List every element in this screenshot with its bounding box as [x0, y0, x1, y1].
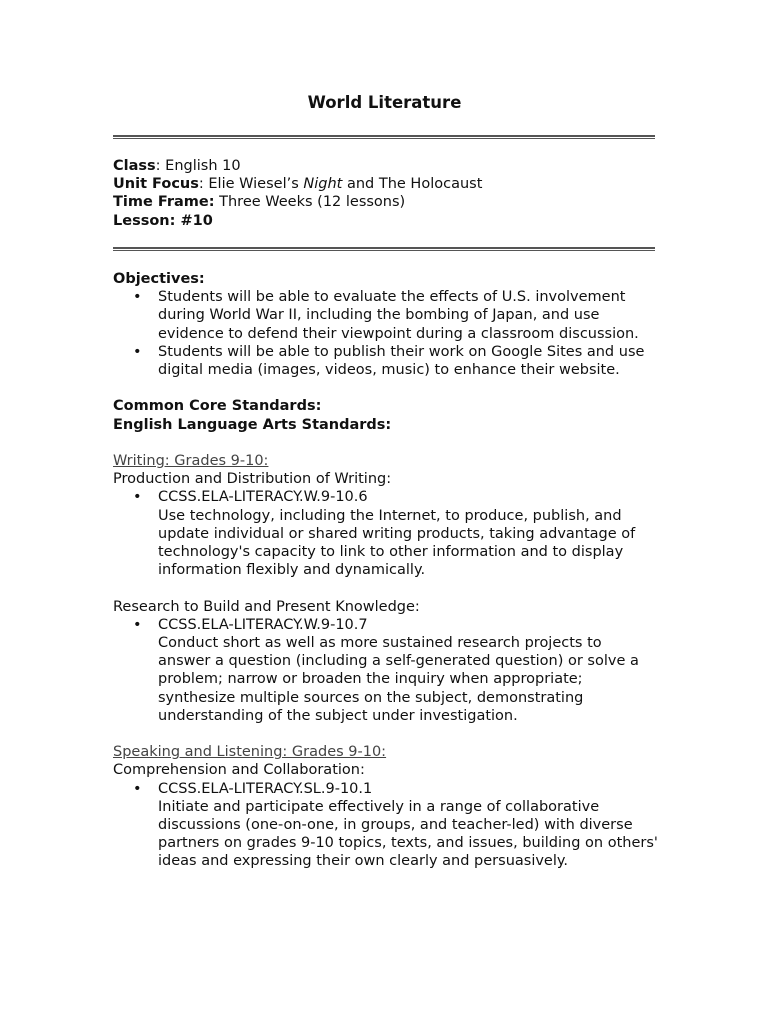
- speaking-subheading: Comprehension and Collaboration:: [113, 762, 365, 779]
- lesson-line: Lesson: #10: [113, 212, 213, 229]
- main-content: [113, 270, 658, 871]
- unit-value-italic: Night: [303, 176, 343, 193]
- objective-text: Students will be able to evaluate the effects of U.S. involvement during World War II, including the bombing of Japan, and use evidence to defend their viewpoint during a classroom discussion.: [158, 289, 639, 342]
- class-label: Class: [113, 158, 156, 174]
- list-item: [113, 288, 658, 343]
- writing-subheading-production: Production and Distribution of Writing:: [113, 471, 392, 488]
- standard-code: CCSS.ELA-LITERACY.W.9-10.7: [158, 616, 368, 633]
- document-title: World Literature: [307, 93, 462, 112]
- standards-heading: Common Core Standards:: [113, 398, 322, 415]
- ela-standards-heading: English Language Arts Standards:: [113, 416, 392, 433]
- lesson-meta: [113, 157, 658, 230]
- standard-code: CCSS.ELA-LITERACY.W.9-10.6: [158, 489, 368, 506]
- unit-value-pre: Elie Wiesel’s: [208, 176, 304, 193]
- objective-text: Students will be able to publish their work on Google Sites and use digital media (images, videos, music) to enhance their website.: [158, 343, 645, 379]
- objectives-list: [113, 288, 658, 379]
- time-label: Time Frame:: [113, 194, 215, 211]
- writing-heading: Writing: Grades 9-10:: [113, 453, 269, 469]
- class-value: English 10: [165, 158, 241, 174]
- bullet-icon: •: [133, 616, 142, 633]
- writing-list-research: [113, 616, 658, 725]
- list-item: [113, 343, 658, 379]
- standard-text: Conduct short as well as more sustained research projects to answer a question (including a self-generated question) or solve a problem; narrow or broaden the inquiry when appropriate; synthesize multiple sources on the subject, demonstrating understanding of the subject under investigation.: [158, 635, 639, 724]
- bullet-icon: •: [133, 289, 142, 306]
- objectives-heading: Objectives:: [113, 271, 205, 287]
- list-item: [113, 488, 658, 579]
- standard-text: Initiate and participate effectively in a range of collaborative discussions (one-on-one, in groups, and teacher-led) with diverse partners on grades 9-10 topics, texts, and issues, building on others' ideas and expressing their own clearly and persuasively.: [158, 798, 658, 870]
- bullet-icon: •: [133, 343, 142, 360]
- list-item: [113, 780, 658, 871]
- writing-subheading-research: Research to Build and Present Knowledge:: [113, 598, 420, 615]
- unit-line: Unit Focus: Elie Wiesel’s Night and The Holocaust: [113, 176, 483, 193]
- unit-value-post: and The Holocaust: [342, 176, 483, 193]
- standard-text: Use technology, including the Internet, to produce, publish, and update individual or shared writing products, taking advantage of technology's capacity to link to other information and to display information flexibly and dynamically.: [158, 507, 636, 579]
- divider-bottom: [113, 247, 655, 251]
- speaking-list: [113, 780, 658, 871]
- divider-top: [113, 135, 655, 139]
- unit-label: Unit Focus: [113, 176, 199, 193]
- speaking-heading: Speaking and Listening: Grades 9-10:: [113, 744, 387, 761]
- time-line: [113, 193, 658, 211]
- standard-code: CCSS.ELA-LITERACY.SL.9-10.1: [158, 780, 373, 797]
- time-value: Three Weeks (12 lessons): [214, 194, 406, 211]
- bullet-icon: •: [133, 780, 142, 797]
- class-line: Class: English 10: [113, 158, 241, 174]
- writing-list-production: [113, 488, 658, 579]
- list-item: [113, 616, 658, 725]
- bullet-icon: •: [133, 489, 142, 506]
